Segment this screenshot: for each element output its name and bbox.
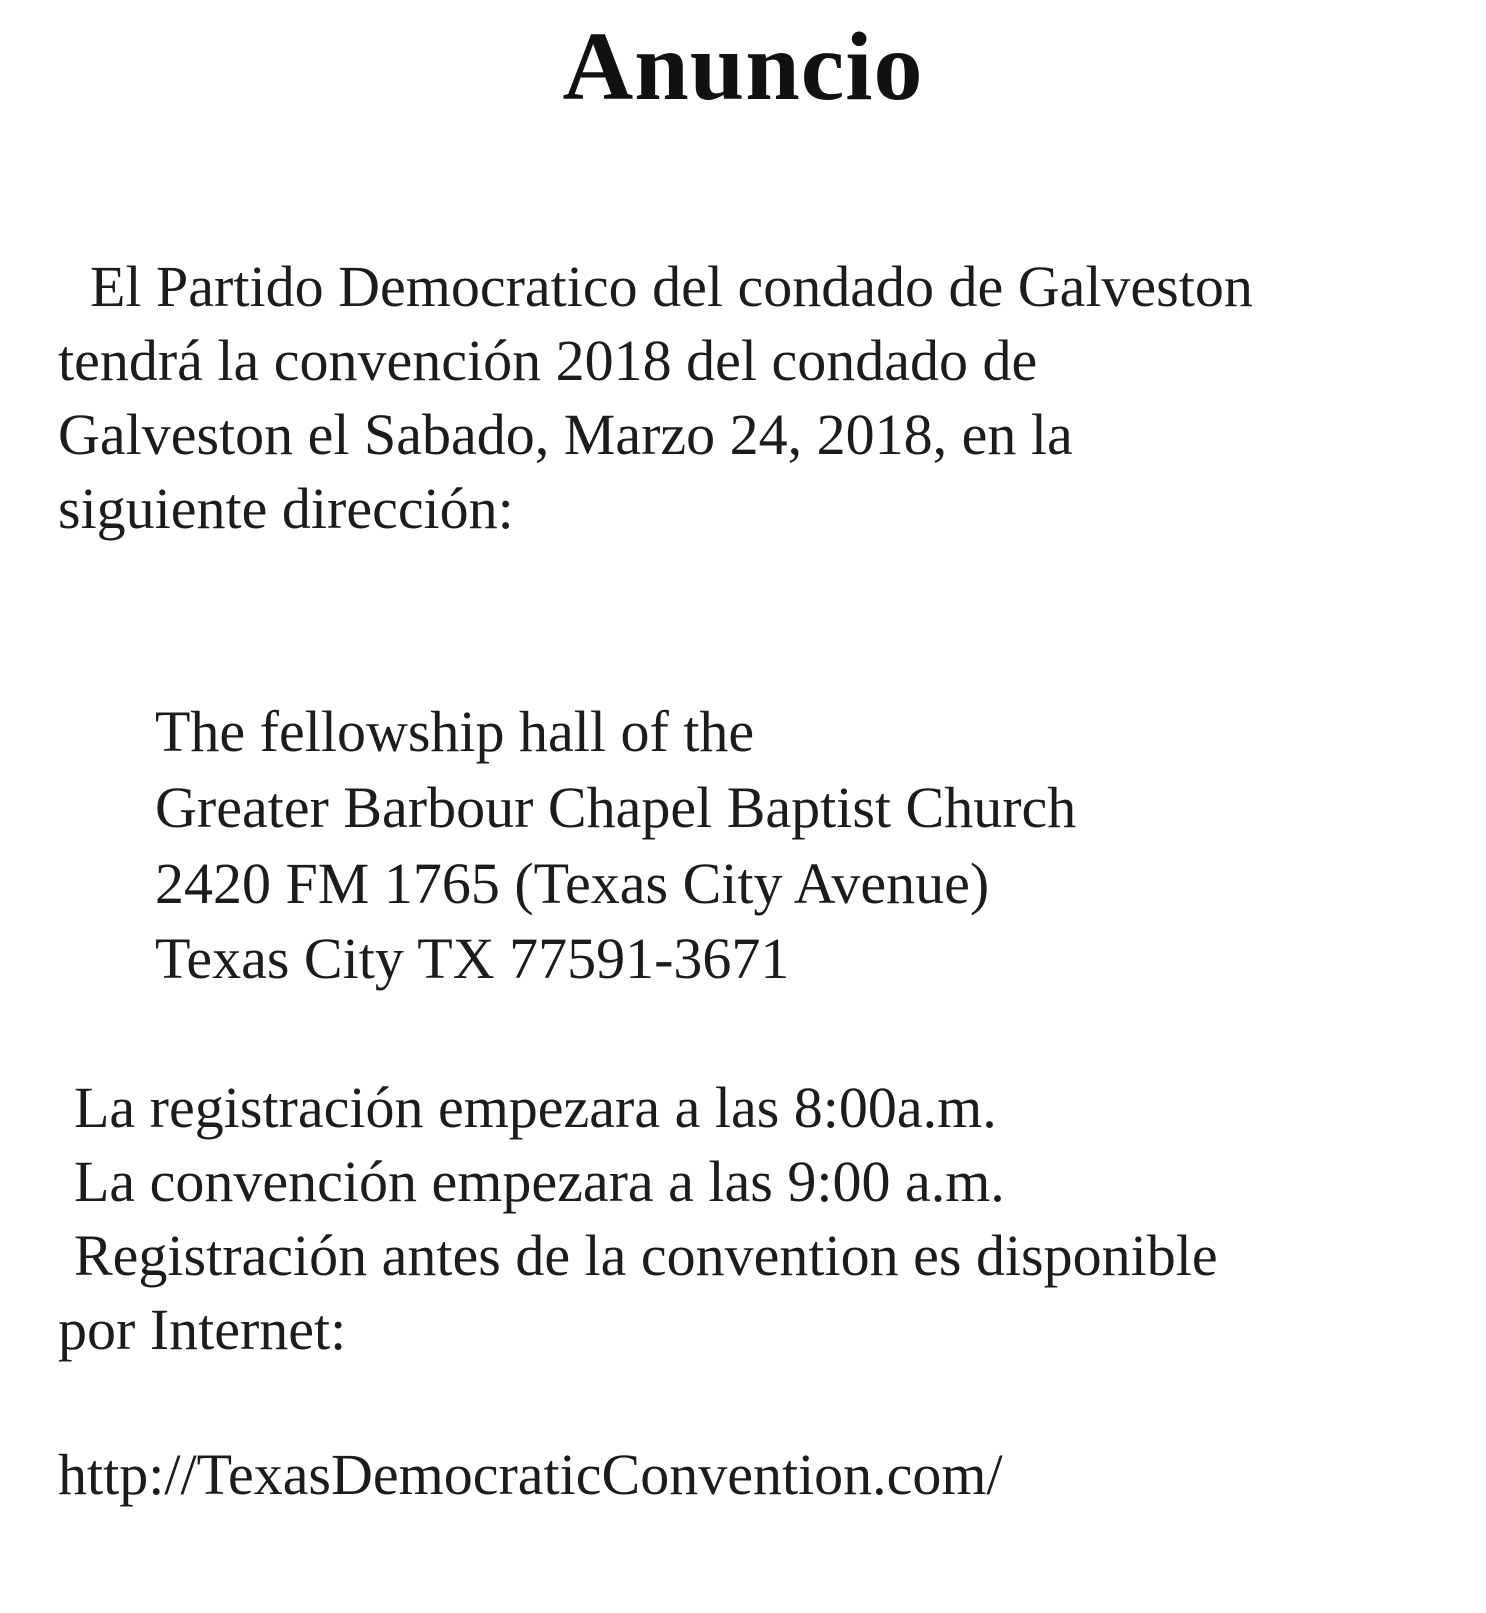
address-line-2: Greater Barbour Chapel Baptist Church (155, 775, 1077, 840)
address-line-4: Texas City TX 77591-3671 (155, 926, 790, 991)
intro-line-3: Galveston el Sabado, Marzo 24, 2018, en la (58, 402, 1073, 467)
convention-time-line: La convención empezara a las 9:00 a.m. (74, 1149, 1005, 1214)
address-line-3: 2420 FM 1765 (Texas City Avenue) (155, 851, 990, 916)
convention-url-link[interactable]: http://TexasDemocraticConvention.com/ (58, 1442, 1003, 1507)
preregistration-line: Registración antes de la convention es disponible (74, 1223, 1218, 1288)
address-line-1: The fellowship hall of the (155, 699, 755, 764)
intro-line-1: El Partido Democratico del condado de Galveston (90, 254, 1253, 319)
internet-line: por Internet: (58, 1297, 347, 1362)
page-title: Anuncio (562, 13, 924, 121)
registration-time-line: La registración empezara a las 8:00a.m. (74, 1075, 997, 1140)
intro-line-2: tendrá la convención 2018 del condado de (58, 328, 1038, 393)
intro-line-4: siguiente dirección: (58, 476, 514, 541)
